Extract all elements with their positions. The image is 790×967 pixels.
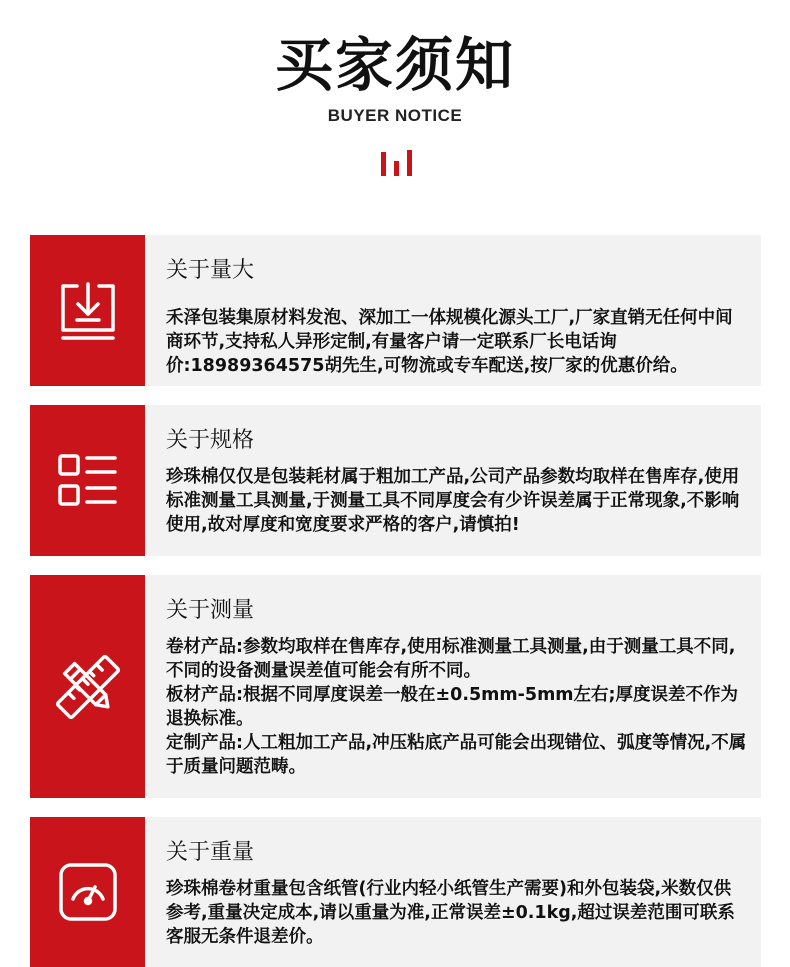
card-icon-box xyxy=(30,817,145,967)
page-header xyxy=(0,0,790,220)
page-subtitle: BUYER NOTICE xyxy=(327,106,463,125)
page-title: 买家须知 xyxy=(274,31,515,99)
card-paragraph: 禾泽包装集原材料发泡、深加工一体规模化源头工厂,厂家直销无任何中间商环节,支持私人异形定制,有量客户请一定联系厂长电话询价:18989364575胡先生,可物流或专车配送,按厂家的优惠价给。 xyxy=(166,308,733,376)
card-body xyxy=(166,877,747,949)
notice-card-weight xyxy=(30,817,761,967)
card-heading: 关于测量 xyxy=(166,598,255,623)
card-icon-box xyxy=(30,405,145,556)
card-heading: 关于规格 xyxy=(166,428,255,453)
notice-card-measure xyxy=(30,575,761,798)
card-icon-box xyxy=(30,575,145,798)
card-body xyxy=(166,465,747,537)
card-paragraph: 卷材产品:参数均取样在售库存,使用标准测量工具测量,由于测量工具不同,不同的设备测量误差值可能会有所不同。 xyxy=(166,637,736,681)
card-paragraph: 板材产品:根据不同厚度误差一般在±0.5mm-5mm左右;厚度误差不作为退换标准。 xyxy=(166,685,739,729)
notice-card-quantity xyxy=(30,235,761,386)
card-heading: 关于重量 xyxy=(166,840,255,865)
card-icon-box xyxy=(30,235,145,386)
card-paragraph: 珍珠棉卷材重量包含纸管(行业内轻小纸管生产需要)和外包装袋,米数仅供参考,重量决定成本,请以重量为准,正常误差±0.1kg,超过误差范围可联系客服无条件退差价。 xyxy=(166,879,735,947)
download-tray-icon xyxy=(57,280,119,342)
bars-decoration-icon xyxy=(381,150,413,178)
card-body xyxy=(166,306,747,378)
card-paragraph: 定制产品:人工粗加工产品,冲压粘底产品可能会出现错位、弧度等情况,不属于质量问题范畴。 xyxy=(166,733,747,777)
scale-gauge-icon xyxy=(57,861,119,923)
card-paragraph: 珍珠棉仅仅是包装耗材属于粗加工产品,公司产品参数均取样在售库存,使用标准测量工具测量,于测量工具不同厚度会有少许误差属于正常现象,不影响使用,故对厚度和宽度要求严格的客户,请慎拍! xyxy=(166,467,740,535)
card-heading: 关于量大 xyxy=(166,258,255,283)
card-body xyxy=(166,635,747,779)
spec-list-icon xyxy=(57,452,119,510)
notice-card-spec xyxy=(30,405,761,556)
ruler-pencil-icon xyxy=(56,655,120,719)
